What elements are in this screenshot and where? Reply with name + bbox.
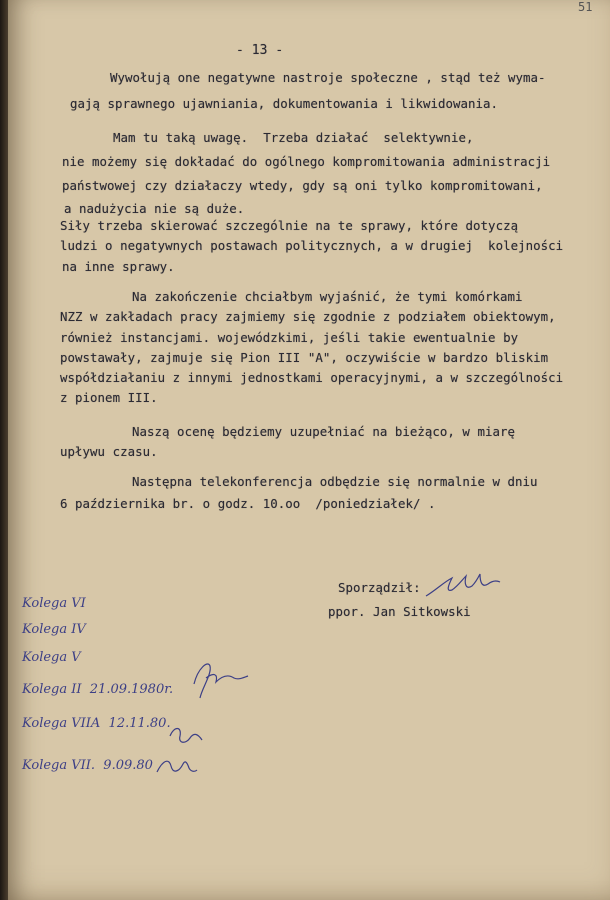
body-line: Na zakończenie chciałbym wyjaśnić, że tymi komórkami	[132, 289, 523, 304]
body-line: upływu czasu.	[60, 444, 158, 459]
body-line: Siły trzeba skierować szczególnie na te sprawy, które dotyczą	[60, 218, 519, 233]
body-line: współdziałaniu z innymi jednostkami operacyjnymi, a w szczególności	[60, 370, 564, 385]
body-line: na inne sprawy.	[62, 259, 175, 274]
distribution-note: Kolega VIIA 12.11.80.	[22, 716, 171, 731]
body-line: Naszą ocenę będziemy uzupełniać na bieżąco, w miarę	[132, 424, 515, 439]
body-line: NZZ w zakładach pracy zajmiemy się zgodnie z podziałem obiektowym,	[60, 309, 556, 324]
body-line: Mam tu taką uwagę. Trzeba działać selektywnie,	[113, 130, 474, 145]
body-line: Wywołują one negatywne nastroje społeczne , stąd też wyma-	[110, 70, 546, 85]
handwritten-initials	[166, 722, 206, 750]
signature-label: Sporządził:	[338, 580, 421, 595]
distribution-note: Kolega VI	[22, 596, 86, 611]
body-line: a nadużycia nie są duże.	[64, 201, 245, 216]
body-line: z pionem III.	[60, 390, 158, 405]
handwritten-signature	[422, 572, 502, 602]
distribution-note: Kolega IV	[22, 622, 86, 637]
page-corner-mark: 51	[578, 0, 593, 14]
distribution-note: Kolega VII. 9.09.80	[22, 758, 153, 773]
body-line: 6 października br. o godz. 10.oo /poniedziałek/ .	[60, 496, 436, 511]
body-line: nie możemy się dokładać do ogólnego kompromitowania administracji	[62, 154, 551, 169]
body-line: ludzi o negatywnych postawach politycznych, a w drugiej kolejności	[60, 238, 564, 253]
handwritten-initials	[153, 752, 199, 782]
page-number: - 13 -	[236, 43, 284, 58]
body-line: powstawały, zajmuje się Pion III "A", oczywiście w bardzo bliskim	[60, 350, 549, 365]
distribution-note: Kolega V	[22, 650, 81, 665]
body-line: również instancjami. wojewódzkimi, jeśli takie ewentualnie by	[60, 330, 519, 345]
document-page	[8, 0, 610, 900]
handwritten-initials	[188, 654, 252, 702]
book-binding	[0, 0, 8, 900]
body-line: Następna telekonferencja odbędzie się normalnie w dniu	[132, 474, 538, 489]
signatory-name: ppor. Jan Sitkowski	[328, 604, 471, 619]
body-line: państwowej czy działaczy wtedy, gdy są oni tylko kompromitowani,	[62, 178, 543, 193]
body-line: gają sprawnego ujawniania, dokumentowania i likwidowania.	[70, 96, 499, 111]
distribution-note: Kolega II 21.09.1980r.	[22, 682, 174, 697]
